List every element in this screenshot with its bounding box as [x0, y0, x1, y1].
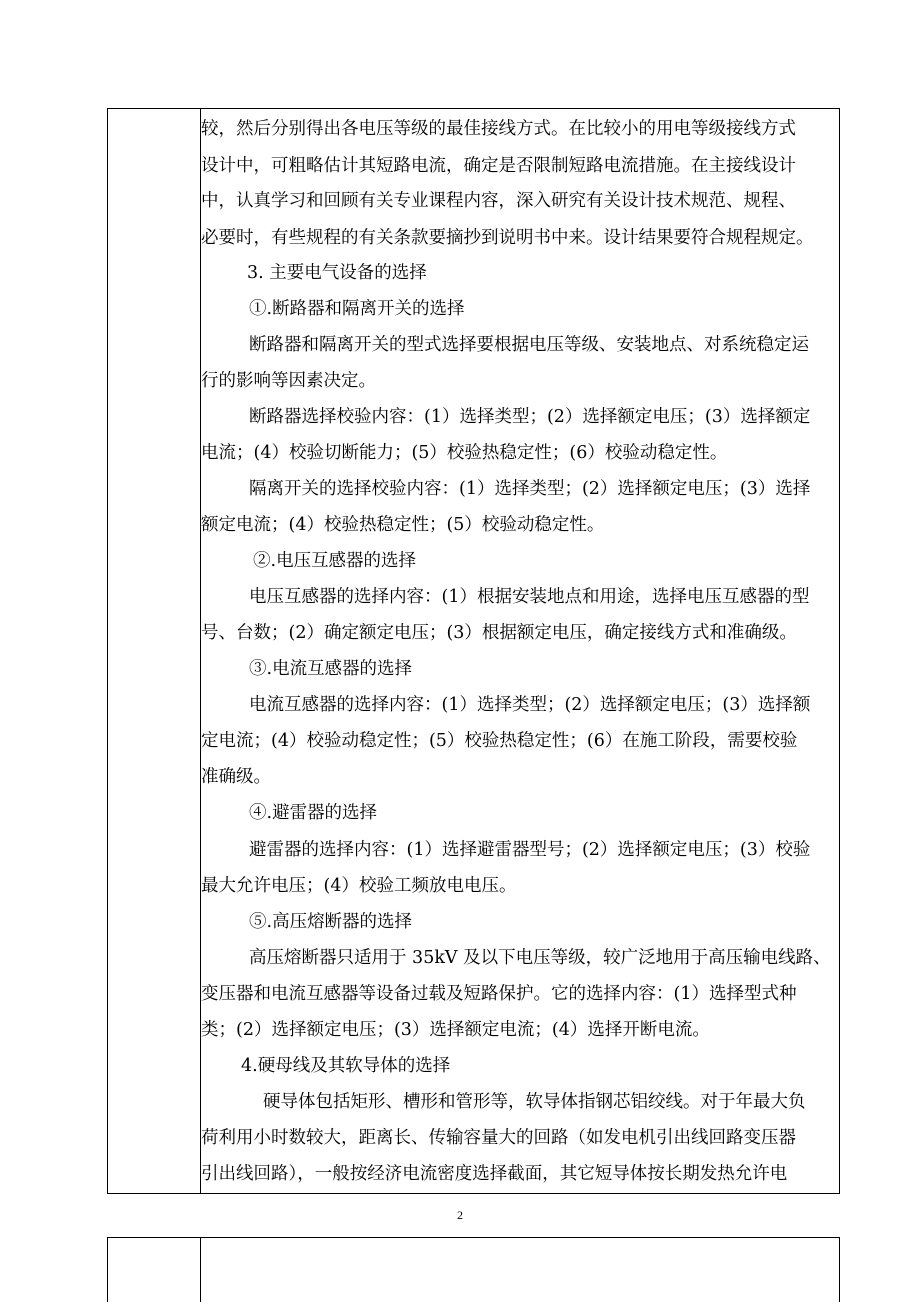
text-line: 设计中，可粗略估计其短路电流，确定是否限制短路电流措施。在主接线设计: [201, 156, 796, 176]
text-line: 电流；(4）校验切断能力；(5）校验热稳定性；(6）校验动稳定性。: [201, 443, 728, 463]
text-line: 引出线回路），一般按经济电流密度选择截面，其它短导体按长期发热允许电: [201, 1164, 788, 1184]
text-line: 硬导体包括矩形、槽形和管形等，软导体指钢芯铝绞线。对于年最大负: [263, 1092, 806, 1112]
text-line: 隔离开关的选择校验内容：(1）选择类型；(2）选择额定电压；(3）选择: [249, 479, 811, 499]
next-page-table-top: [107, 1237, 840, 1238]
text-line: 避雷器的选择内容：(1）选择避雷器型号；(2）选择额定电压；(3）校验: [249, 840, 811, 860]
text-line: 较，然后分别得出各电压等级的最佳接线方式。在比较小的用电等级接线方式: [201, 119, 796, 139]
text-line: 号、台数；(2）确定额定电压；(3）根据额定电压，确定接线方式和准确级。: [201, 623, 797, 643]
text-line: 断路器选择校验内容：(1）选择类型；(2）选择额定电压；(3）选择额定: [249, 407, 811, 427]
subsection-heading: ④.避雷器的选择: [249, 803, 378, 823]
next-page-table-left: [107, 1237, 108, 1302]
text-line: 高压熔断器只适用于 35kV 及以下电压等级，较广泛地用于高压输电线路、: [249, 948, 831, 968]
text-line: 变压器和电流互感器等设备过载及短路保护。它的选择内容：(1）选择型式种: [201, 984, 797, 1004]
text-line: 准确级。: [201, 767, 271, 787]
section-heading: 4.硬母线及其软导体的选择: [241, 1056, 451, 1076]
next-page-table-right: [839, 1237, 840, 1302]
subsection-heading: ①.断路器和隔离开关的选择: [249, 299, 465, 319]
page-number: 2: [457, 1208, 463, 1222]
subsection-heading: ⑤.高压熔断器的选择: [249, 912, 413, 932]
text-line: 定电流；(4）校验动稳定性；(5）校验热稳定性；(6）在施工阶段，需要校验: [201, 731, 798, 751]
text-line: 电压互感器的选择内容：(1）根据安装地点和用途，选择电压互感器的型: [249, 587, 810, 607]
text-line: 断路器和隔离开关的型式选择要根据电压等级、安装地点、对系统稳定运: [249, 335, 809, 355]
text-line: 中，认真学习和回顾有关专业课程内容，深入研究有关设计技术规范、规程、: [201, 191, 796, 211]
text-line: 行的影响等因素决定。: [201, 371, 376, 391]
next-page-table-divider: [200, 1237, 201, 1302]
text-line: 必要时，有些规程的有关条款要摘抄到说明书中来。设计结果要符合规程规定。: [201, 228, 814, 248]
text-line: 最大允许电压；(4）校验工频放电电压。: [201, 876, 517, 896]
section-heading: 3. 主要电气设备的选择: [247, 263, 427, 283]
text-line: 额定电流；(4）校验热稳定性；(5）校验动稳定性。: [201, 515, 605, 535]
subsection-heading: ③.电流互感器的选择: [249, 659, 413, 679]
text-line: 类；(2）选择额定电压；(3）选择额定电流；(4）选择开断电流。: [201, 1020, 710, 1040]
text-line: 电流互感器的选择内容：(1）选择类型；(2）选择额定电压；(3）选择额: [249, 695, 811, 715]
text-line: 荷利用小时数较大，距离长、传输容量大的回路（如发电机引出线回路变压器: [201, 1128, 796, 1148]
subsection-heading: ②.电压互感器的选择: [253, 551, 417, 571]
